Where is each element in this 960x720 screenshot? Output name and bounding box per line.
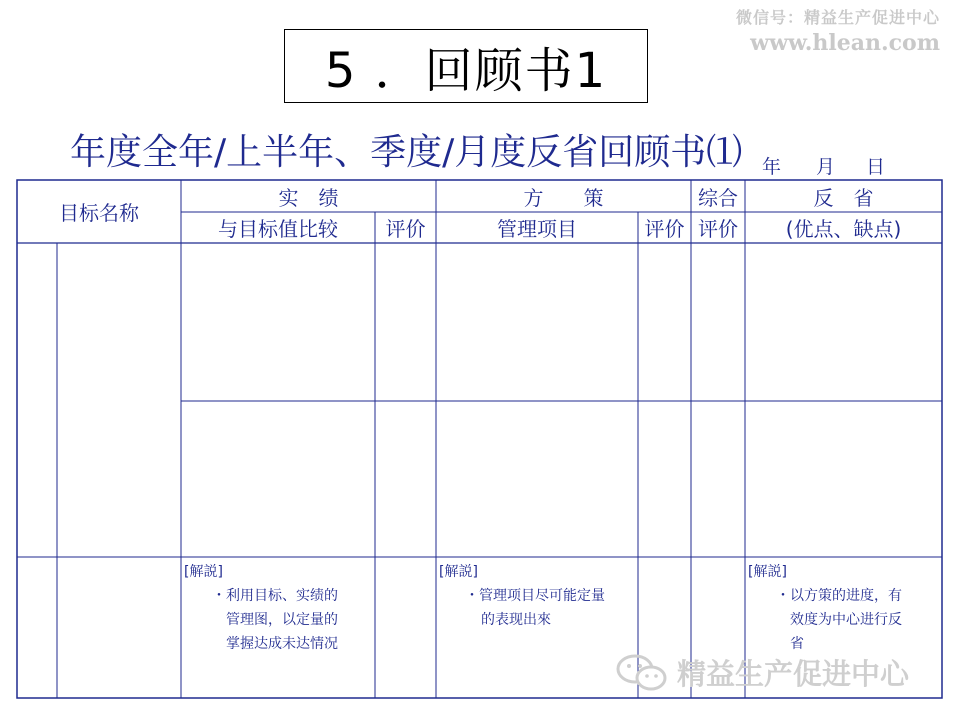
form-subtitle: 年度全年/上半年、季度/月度反省回顾书⑴ [70, 132, 743, 173]
watermark-bottom [615, 652, 909, 693]
watermark-bottom-text: 精益生产促进中心 [677, 657, 910, 691]
header-goal-name: 目标名称 [59, 201, 139, 225]
note-measures-line-1: ・管理项目尽可能定量 [465, 588, 605, 604]
header-reflection-sub: (优点、缺点) [785, 217, 902, 241]
header-overall-2: 评价 [698, 217, 738, 241]
watermark-url: www.hlean.com [750, 30, 940, 56]
date-day-label: 日 [866, 156, 886, 178]
header-compare-target: 与目标值比较 [218, 217, 338, 241]
date-month-label: 月 [816, 156, 836, 178]
header-evaluation-2: 评价 [644, 217, 685, 241]
date-year-label: 年 [762, 156, 782, 178]
note-reflection-line-1: ・以方策的进度，有 [776, 588, 902, 604]
watermark-wechat-id: 微信号：精益生产促进中心 [735, 8, 940, 27]
note-performance-line-3: 掌握达成未达情况 [226, 636, 338, 652]
note-measures-line-2: 的表现出來 [481, 612, 551, 628]
header-overall-1: 综合 [698, 185, 738, 210]
wechat-icon [615, 653, 669, 693]
header-evaluation-1: 评价 [385, 217, 426, 241]
note-performance-line-1: ・利用目标、实绩的 [212, 588, 338, 604]
note-reflection [748, 560, 902, 656]
note-performance-line-2: 管理图，以定量的 [226, 612, 338, 628]
note-performance-tag: [解説] [184, 564, 223, 580]
header-reflection: 反 省 [813, 185, 874, 210]
page-title-text: 5 ．回顾书1 [324, 42, 608, 99]
note-performance [184, 560, 338, 656]
header-management-items: 管理项目 [497, 217, 577, 241]
note-reflection-tag: [解説] [748, 564, 787, 580]
note-measures [439, 560, 605, 632]
header-performance: 实 绩 [278, 185, 339, 210]
note-reflection-line-2: 效度为中心进行反 [790, 612, 902, 628]
header-measures: 方 策 [523, 185, 604, 210]
note-reflection-line-3: 省 [790, 636, 804, 652]
note-measures-tag: [解説] [439, 564, 478, 580]
